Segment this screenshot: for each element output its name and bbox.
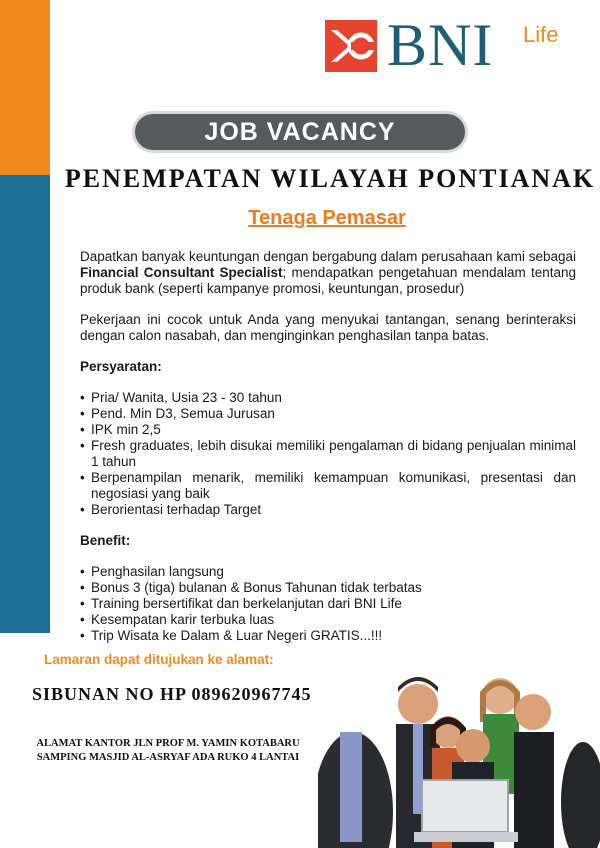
job-vacancy-banner [135, 114, 465, 150]
placement-headline: PENEMPATAN WILAYAH PONTIANAK [64, 164, 596, 193]
benefits-heading: Benefit: [80, 533, 131, 548]
teal-side-bar [0, 175, 50, 633]
vacancy-body [80, 249, 576, 659]
address-line-2: SAMPING MASJID AL-ASRYAF ADA RUKO 4 LANTAI [36, 752, 300, 763]
team-photo [318, 662, 600, 848]
requirement-item: • Pria/ Wanita, Usia 23 - 30 tahun [80, 390, 576, 406]
requirement-item: • IPK min 2,5 [80, 422, 576, 438]
intro-text-start: Dapatkan banyak keuntungan dengan bergabung dalam perusahaan kami sebagai [80, 249, 576, 264]
intro-paragraph [80, 249, 576, 297]
suitability-paragraph: Pekerjaan ini cocok untuk Anda yang menyukai tantangan, senang berinteraksi dengan calon nasabah, dan menginginkan penghasilan tanpa batas. [80, 312, 576, 343]
apply-label: Lamaran dapat ditujukan ke alamat: [44, 652, 274, 667]
requirement-item: • Berorientasi terhadap Target [80, 502, 576, 518]
benefit-item: • Trip Wisata ke Dalam & Luar Negeri GRATIS...!!! [80, 628, 576, 644]
logo-life-text: Life [523, 22, 559, 47]
benefit-item: • Training bersertifikat dan berkelanjutan dari BNI Life [80, 596, 576, 612]
intro-text-end: ; mendapatkan pengetahuan mendalam tentang produk bank (seperti kampanye promosi, keuntungan, prosedur) [80, 265, 577, 296]
bni-life-logo [323, 14, 573, 76]
requirement-item: • Fresh graduates, lebih disukai memiliki pengalaman di bidang penjualan minimal 1 tahun [80, 438, 576, 470]
requirement-item: • Pend. Min D3, Semua Jurusan [80, 406, 576, 422]
intro-position-name: Financial Consultant Specialist [80, 265, 283, 280]
orange-side-bar [0, 0, 50, 175]
benefit-item: • Penghasilan langsung [80, 564, 576, 580]
requirements-list [80, 390, 576, 518]
contact-phone: SIBUNAN NO HP 089620967745 [32, 684, 312, 704]
requirements-heading: Persyaratan: [80, 359, 162, 374]
benefits-list [80, 564, 576, 644]
logo-bni-text: BNI [387, 12, 494, 78]
banner-label: JOB VACANCY [204, 118, 396, 146]
bni-logo-mark-icon [325, 20, 377, 72]
benefit-item: • Bonus 3 (tiga) bulanan & Bonus Tahunan tidak terbatas [80, 580, 576, 596]
office-address [12, 737, 324, 765]
role-title: Tenaga Pemasar [248, 207, 406, 229]
address-line-1: ALAMAT KANTOR JLN PROF M. YAMIN KOTABARU [36, 738, 300, 749]
benefit-item: • Kesempatan karir terbuka luas [80, 612, 576, 628]
requirement-item: • Berpenampilan menarik, memiliki kemampuan komunikasi, presentasi dan negosiasi yang baik [80, 470, 576, 502]
